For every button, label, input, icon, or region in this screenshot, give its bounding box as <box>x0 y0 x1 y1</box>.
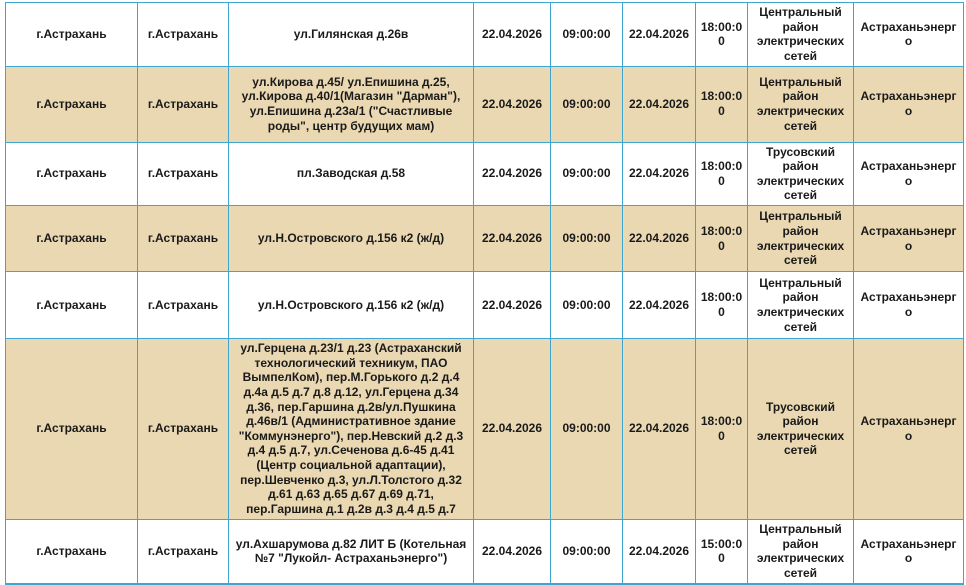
cell-address: ул.Н.Островского д.156 к2 (ж/д) <box>229 206 474 272</box>
cell-address: ул.Н.Островского д.156 к2 (ж/д) <box>229 272 474 339</box>
cell-company: Астраханьэнерго <box>854 339 964 520</box>
cell-start-time: 09:00:00 <box>551 66 623 142</box>
cell-city: г.Астрахань <box>138 272 229 339</box>
table-row <box>6 272 964 339</box>
cell-region: г.Астрахань <box>6 66 138 142</box>
table-row <box>6 519 964 584</box>
cell-company: Астраханьэнерго <box>854 3 964 67</box>
cell-region: г.Астрахань <box>6 272 138 339</box>
cell-end-date: 22.04.2026 <box>623 3 696 67</box>
cell-city: г.Астрахань <box>138 339 229 520</box>
table-row <box>6 206 964 272</box>
outage-table-body <box>6 3 964 585</box>
cell-district: Трусовский район электрических сетей <box>748 142 854 206</box>
cell-end-time: 18:00:00 <box>696 66 748 142</box>
cell-end-date: 22.04.2026 <box>623 272 696 339</box>
cell-district: Трусовский район электрических сетей <box>748 339 854 520</box>
cell-end-time: 18:00:00 <box>696 206 748 272</box>
cell-address: ул.Герцена д.23/1 д.23 (Астраханский технологический техникум, ПАО ВымпелКом), пер.М.Горького д.2 д.4 д.4а д.5 д.7 д.8 д.12, ул.Герцена д.34 д.36, пер.Гаршина д.2в/ул.Пушкина д.46в/1 (Административное здание "Коммунэнерго"), пер.Невский д.2 д.3 д.4 д.5 д.7, ул.Сеченова д.6-45 д.41 (Центр социальной адаптации), пер.Шевченко д.3, ул.Л.Толстого д.32 д.61 д.63 д.65 д.67 д.69 д.71, пер.Гаршина д.1 д.2в д.3 д.4 д.5 д.7 <box>229 339 474 520</box>
cell-city: г.Астрахань <box>138 206 229 272</box>
cell-district: Центральный район электрических сетей <box>748 206 854 272</box>
cell-start-date: 22.04.2026 <box>474 519 551 584</box>
cell-company: Астраханьэнерго <box>854 272 964 339</box>
cell-start-time: 09:00:00 <box>551 272 623 339</box>
cell-start-time: 09:00:00 <box>551 3 623 67</box>
cell-city: г.Астрахань <box>138 142 229 206</box>
cell-district: Центральный район электрических сетей <box>748 66 854 142</box>
cell-city: г.Астрахань <box>138 519 229 584</box>
cell-region: г.Астрахань <box>6 339 138 520</box>
cell-end-date: 22.04.2026 <box>623 206 696 272</box>
cell-district: Центральный район электрических сетей <box>748 3 854 67</box>
cell-end-time: 18:00:00 <box>696 3 748 67</box>
cell-start-time: 09:00:00 <box>551 519 623 584</box>
cell-company: Астраханьэнерго <box>854 206 964 272</box>
cell-address: ул.Гилянская д.26в <box>229 3 474 67</box>
cell-region: г.Астрахань <box>6 206 138 272</box>
cell-end-date: 22.04.2026 <box>623 66 696 142</box>
cell-start-time: 09:00:00 <box>551 339 623 520</box>
cell-city: г.Астрахань <box>138 66 229 142</box>
cell-end-date: 22.04.2026 <box>623 339 696 520</box>
cell-address: пл.Заводская д.58 <box>229 142 474 206</box>
cell-company: Астраханьэнерго <box>854 519 964 584</box>
cell-start-date: 22.04.2026 <box>474 66 551 142</box>
cell-start-time: 09:00:00 <box>551 142 623 206</box>
table-row <box>6 339 964 520</box>
cell-end-time: 18:00:00 <box>696 339 748 520</box>
cell-address: ул.Кирова д.45/ ул.Епишина д.25, ул.Кирова д.40/1(Магазин "Дарман"), ул.Епишина д.23а/1 ("Счастливые роды", центр будущих мам) <box>229 66 474 142</box>
cell-city: г.Астрахань <box>138 3 229 67</box>
cell-start-date: 22.04.2026 <box>474 339 551 520</box>
cell-start-date: 22.04.2026 <box>474 3 551 67</box>
cell-end-time: 18:00:00 <box>696 142 748 206</box>
cell-region: г.Астрахань <box>6 519 138 584</box>
cell-company: Астраханьэнерго <box>854 66 964 142</box>
cell-start-date: 22.04.2026 <box>474 272 551 339</box>
cell-company: Астраханьэнерго <box>854 142 964 206</box>
cell-address: ул.Ахшарумова д.82 ЛИТ Б (Котельная №7 "Лукойл- Астраханьэнерго") <box>229 519 474 584</box>
table-row <box>6 142 964 206</box>
cell-district: Центральный район электрических сетей <box>748 272 854 339</box>
cell-end-time: 15:00:00 <box>696 519 748 584</box>
table-row <box>6 3 964 67</box>
cell-end-date: 22.04.2026 <box>623 519 696 584</box>
cell-region: г.Астрахань <box>6 142 138 206</box>
table-row <box>6 66 964 142</box>
cell-end-time: 18:00:00 <box>696 272 748 339</box>
cell-district: Центральный район электрических сетей <box>748 519 854 584</box>
outage-schedule-table <box>5 2 964 585</box>
cell-start-date: 22.04.2026 <box>474 142 551 206</box>
cell-start-time: 09:00:00 <box>551 206 623 272</box>
cell-end-date: 22.04.2026 <box>623 142 696 206</box>
cell-start-date: 22.04.2026 <box>474 206 551 272</box>
cell-region: г.Астрахань <box>6 3 138 67</box>
